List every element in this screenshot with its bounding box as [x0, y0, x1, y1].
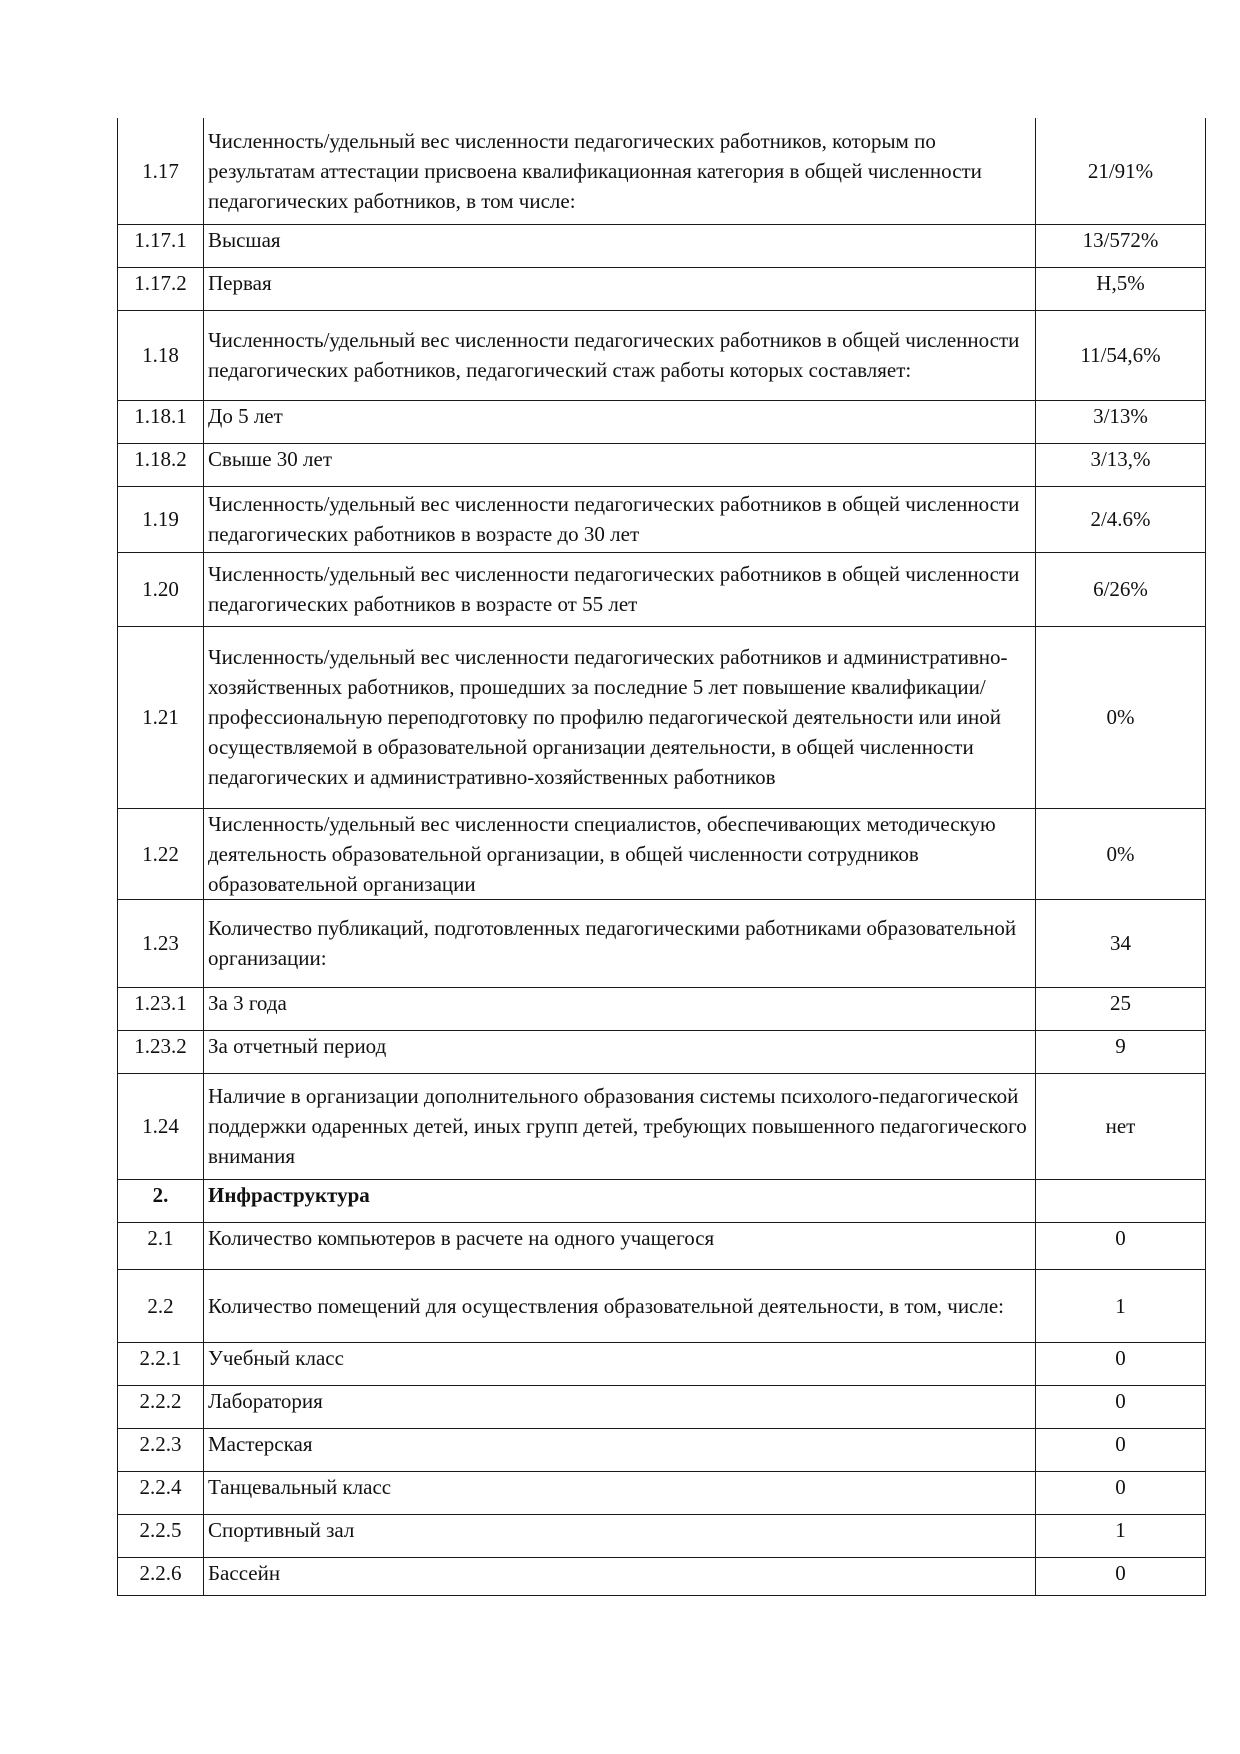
table-row: [118, 626, 1206, 808]
row-number: 1.17: [118, 118, 204, 224]
table-row: [118, 1269, 1206, 1342]
row-value: 34: [1036, 899, 1206, 987]
row-value: 0: [1036, 1557, 1206, 1595]
table-row: [118, 1428, 1206, 1471]
row-description: Мастерская: [204, 1428, 1036, 1471]
row-value: нет: [1036, 1073, 1206, 1179]
row-description: Численность/удельный вес численности педагогических работников в общей численности педагогических работников в возрасте от 55 лет: [204, 552, 1036, 626]
table-row: [118, 1385, 1206, 1428]
row-description: Свыше 30 лет: [204, 443, 1036, 486]
row-description: Количество публикаций, подготовленных педагогическими работниками образовательной организации:: [204, 899, 1036, 987]
row-number: 2.2.6: [118, 1557, 204, 1595]
section-header-row: [118, 1179, 1206, 1222]
row-value: 0: [1036, 1342, 1206, 1385]
row-description: Танцевальный класс: [204, 1471, 1036, 1514]
row-description: Учебный класс: [204, 1342, 1036, 1385]
row-value: 0: [1036, 1385, 1206, 1428]
row-description: Лаборатория: [204, 1385, 1036, 1428]
indicators-table: [117, 118, 1206, 1596]
table-row: [118, 486, 1206, 552]
row-value: Н,5%: [1036, 267, 1206, 310]
row-description: Наличие в организации дополнительного образования системы психолого-педагогической поддержки одаренных детей, иных групп детей, требующих повышенного педагогического внимания: [204, 1073, 1036, 1179]
row-description: Численность/удельный вес численности специалистов, обеспечивающих методическую деятельность образовательной организации, в общей численности сотрудников образовательной организации: [204, 808, 1036, 899]
table-row: [118, 310, 1206, 400]
row-number: 2.2.1: [118, 1342, 204, 1385]
row-value: 0: [1036, 1222, 1206, 1269]
row-number: 2.2.3: [118, 1428, 204, 1471]
table-row: [118, 1222, 1206, 1269]
row-value: 1: [1036, 1514, 1206, 1557]
row-number: 1.23: [118, 899, 204, 987]
row-value: 13/572%: [1036, 224, 1206, 267]
row-description: За 3 года: [204, 987, 1036, 1030]
row-value: 9: [1036, 1030, 1206, 1073]
row-number: 1.20: [118, 552, 204, 626]
row-description: Численность/удельный вес численности педагогических работников и административно-хозяйственных работников, прошедших за последние 5 лет повышение квалификации/профессиональную переподготовку по профилю педагогической деятельности или иной осуществляемой в образовательной организации деятельности, в общей численности педагогических и административно-хозяйственных работников: [204, 626, 1036, 808]
row-value: 1: [1036, 1269, 1206, 1342]
table-row: [118, 1073, 1206, 1179]
table-row: [118, 899, 1206, 987]
row-value: 0%: [1036, 808, 1206, 899]
row-number: 2.1: [118, 1222, 204, 1269]
row-number: 2.2.2: [118, 1385, 204, 1428]
row-description: Первая: [204, 267, 1036, 310]
row-number: 2.2.5: [118, 1514, 204, 1557]
table-row: [118, 1471, 1206, 1514]
row-value: 11/54,6%: [1036, 310, 1206, 400]
row-value: 2/4.6%: [1036, 486, 1206, 552]
row-description: Высшая: [204, 224, 1036, 267]
table-row: [118, 1030, 1206, 1073]
row-value: 0: [1036, 1471, 1206, 1514]
row-number: 1.17.1: [118, 224, 204, 267]
row-value: 3/13%: [1036, 400, 1206, 443]
table-row: [118, 267, 1206, 310]
section-number: 2.: [118, 1179, 204, 1222]
row-description: Бассейн: [204, 1557, 1036, 1595]
row-number: 1.17.2: [118, 267, 204, 310]
row-number: 1.22: [118, 808, 204, 899]
row-description: Спортивный зал: [204, 1514, 1036, 1557]
row-value: 21/91%: [1036, 118, 1206, 224]
row-description: За отчетный период: [204, 1030, 1036, 1073]
row-number: 1.18: [118, 310, 204, 400]
table-row: [118, 1514, 1206, 1557]
row-number: 2.2.4: [118, 1471, 204, 1514]
row-description: Количество помещений для осуществления образовательной деятельности, в том, числе:: [204, 1269, 1036, 1342]
row-number: 1.23.1: [118, 987, 204, 1030]
row-value: 0%: [1036, 626, 1206, 808]
row-number: 1.18.1: [118, 400, 204, 443]
section-title: Инфраструктура: [204, 1179, 1036, 1222]
table-row: [118, 1557, 1206, 1595]
row-value: 6/26%: [1036, 552, 1206, 626]
table-row: [118, 808, 1206, 899]
row-value: 0: [1036, 1428, 1206, 1471]
row-value: 3/13,%: [1036, 443, 1206, 486]
table-row: [118, 443, 1206, 486]
table-row: [118, 400, 1206, 443]
row-description: Количество компьютеров в расчете на одного учащегося: [204, 1222, 1036, 1269]
row-number: 2.2: [118, 1269, 204, 1342]
row-number: 1.18.2: [118, 443, 204, 486]
row-description: До 5 лет: [204, 400, 1036, 443]
row-description: Численность/удельный вес численности педагогических работников в общей численности педагогических работников в возрасте до 30 лет: [204, 486, 1036, 552]
table-row: [118, 224, 1206, 267]
table-row: [118, 1342, 1206, 1385]
row-number: 1.23.2: [118, 1030, 204, 1073]
row-number: 1.24: [118, 1073, 204, 1179]
row-value: [1036, 1179, 1206, 1222]
row-number: 1.19: [118, 486, 204, 552]
table-row: [118, 118, 1206, 224]
row-value: 25: [1036, 987, 1206, 1030]
table-row: [118, 987, 1206, 1030]
row-description: Численность/удельный вес численности педагогических работников в общей численности педагогических работников, педагогический стаж работы которых составляет:: [204, 310, 1036, 400]
row-number: 1.21: [118, 626, 204, 808]
row-description: Численность/удельный вес численности педагогических работников, которым по результатам аттестации присвоена квалификационная категория в общей численности педагогических работников, в том числе:: [204, 118, 1036, 224]
table-row: [118, 552, 1206, 626]
